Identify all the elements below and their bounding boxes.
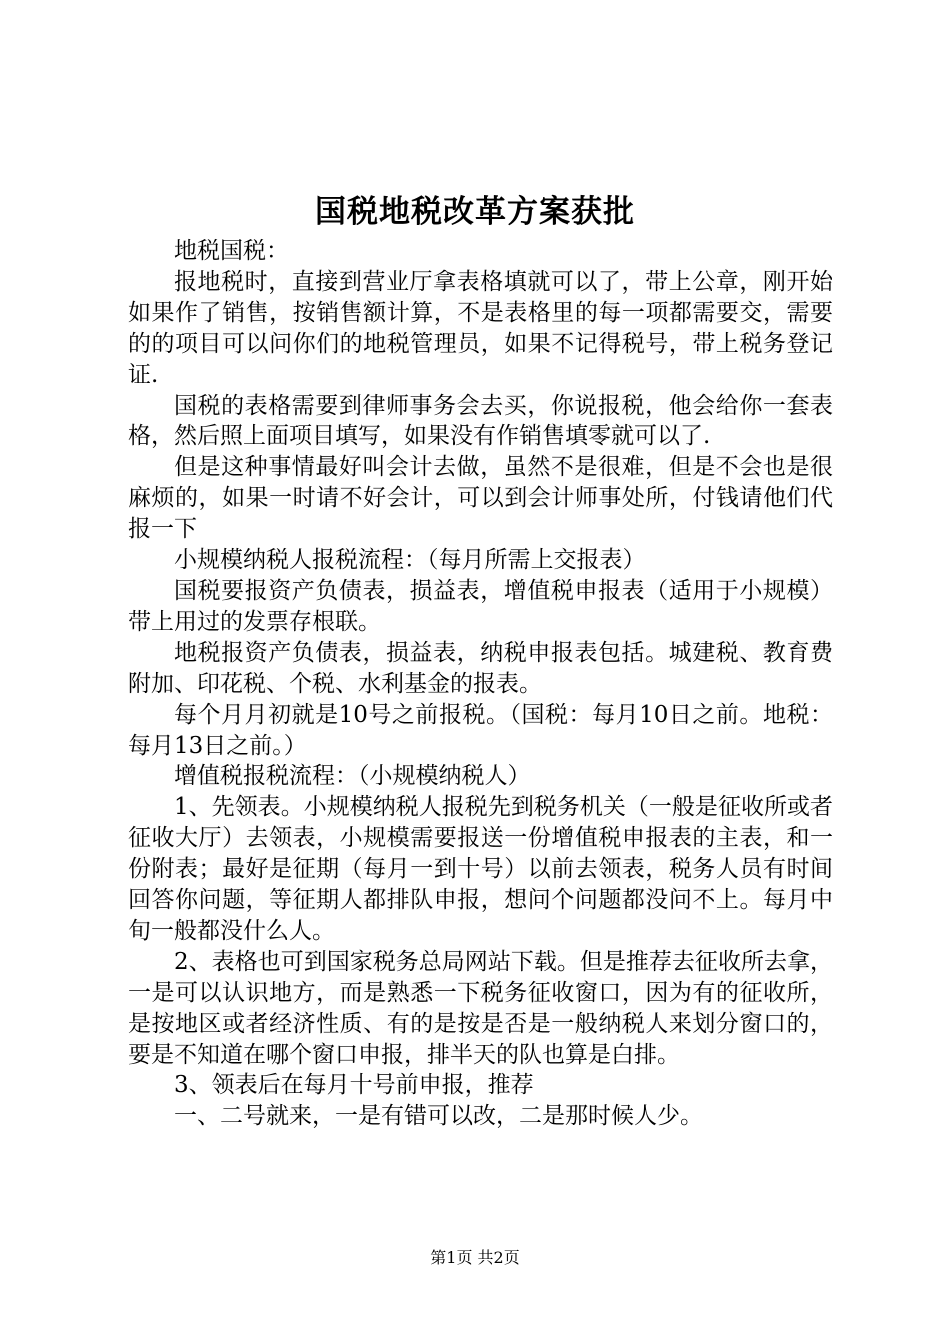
paragraph: 2、表格也可到国家税务总局网站下载。但是推荐去征收所去拿，一是可以认识地方，而是熟悉一下税务征收窗口，因为有的征收所，是按地区或者经济性质、有的是按是否是一般纳税人来划分窗口的，要是不知道在哪个窗口申报，排半天的队也算是白排。 [128,948,833,1068]
paragraph: 报地税时，直接到营业厅拿表格填就可以了，带上公章，刚开始如果作了销售，按销售额计算，不是表格里的每一项都需要交，需要的的项目可以问你们的地税管理员，如果不记得税号，带上税务登记证. [128,268,833,388]
paragraph: 1、先领表。小规模纳税人报税先到税务机关（一般是征收所或者征收大厅）去领表，小规模需要报送一份增值税申报表的主表，和一份附表；最好是征期（每月一到十号）以前去领表，税务人员有时间回答你问题，等征期人都排队申报，想问个问题都没问不上。每月中旬一般都没什么人。 [128,794,833,944]
paragraph: 地税国税： [174,238,289,264]
document-body [128,236,833,1132]
paragraph: 国税要报资产负债表，损益表，增值税申报表（适用于小规模）带上用过的发票存根联。 [128,577,833,635]
paragraph: 增值税报税流程：（小规模纳税人） [174,763,531,790]
paragraph: 地税报资产负债表，损益表，纳税申报表包括。城建税、教育费附加、印花税、个税、水利基金的报表。 [128,639,833,697]
paragraph: 国税的表格需要到律师事务会去买，你说报税，他会给你一套表格，然后照上面项目填写，如果没有作销售填零就可以了. [128,392,833,450]
paragraph: 每个月月初就是10号之前报税。（国税：每月10日之前。地税：每月13日之前。） [128,701,833,759]
paragraph: 小规模纳税人报税流程：（每月所需上交报表） [174,547,646,574]
page-number-footer: 第1页 共2页 [430,1248,520,1267]
paragraph: 一、二号就来，一是有错可以改，二是那时候人少。 [174,1103,703,1130]
document-title: 国税地税改革方案获批 [315,194,635,230]
paragraph: 3、领表后在每月十号前申报，推荐 [174,1072,534,1099]
paragraph: 但是这种事情最好叫会计去做，虽然不是很难，但是不会也是很麻烦的，如果一时请不好会计，可以到会计师事处所，付钱请他们代报一下 [128,454,833,543]
